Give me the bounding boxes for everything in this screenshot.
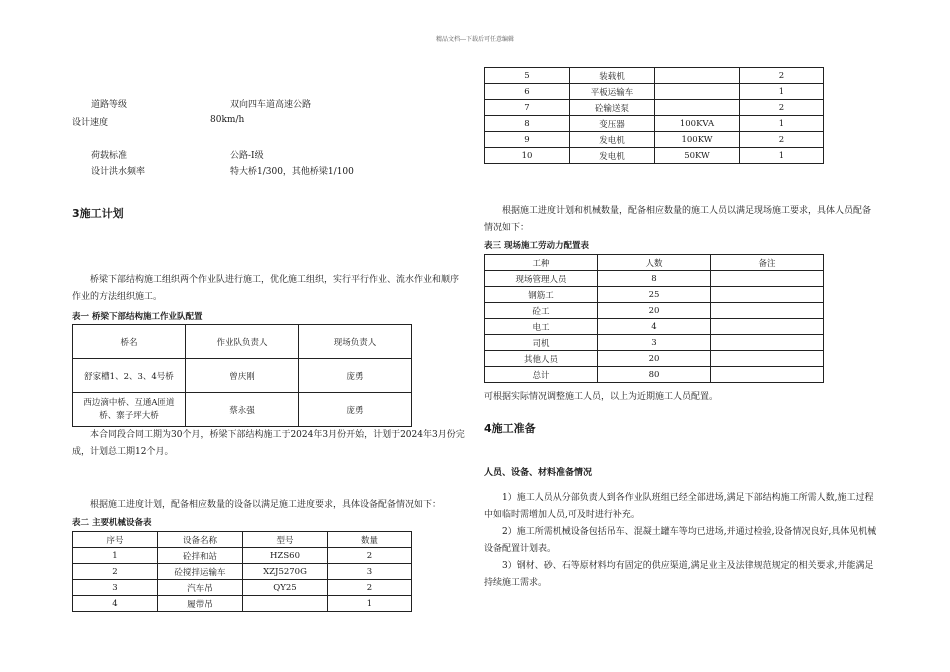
param-value-design-speed: 80km/h <box>210 115 245 125</box>
table-cell: 发电机 <box>570 132 655 148</box>
table-3-caption: 表三 现场施工劳动力配置表 <box>484 241 589 251</box>
table-cell: 履带吊 <box>158 596 243 612</box>
table-row <box>485 68 824 84</box>
table-cell: 砼搅拌运输车 <box>158 564 243 580</box>
table-2-equipment <box>72 531 412 612</box>
table-cell: 司机 <box>485 335 598 351</box>
table-header-cell: 型号 <box>243 532 328 548</box>
table-header-cell: 设备名称 <box>158 532 243 548</box>
staffing-note: 可根据实际情况调整施工人员，以上为近期施工人员配置。 <box>484 392 719 402</box>
table-cell: 1 <box>740 116 824 132</box>
table-cell <box>711 271 824 287</box>
table-cell <box>655 100 740 116</box>
table-cell <box>655 68 740 84</box>
prep-item-2: 2）施工所需机械设备包括吊车、混凝土罐车等均已进场,并通过检验,设备情况良好,具体见机械设备配置计划表。 <box>484 527 877 554</box>
table-1-teams <box>72 324 412 427</box>
table-cell <box>711 303 824 319</box>
table-cell: 现场管理人员 <box>485 271 598 287</box>
param-value-road-grade: 双向四车道高速公路 <box>230 100 312 110</box>
table-cell: 砼输送泵 <box>570 100 655 116</box>
table-cell: 总计 <box>485 367 598 383</box>
table-cell: 9 <box>485 132 570 148</box>
table-cell: HZS60 <box>243 548 328 564</box>
table-1-caption: 表一 桥梁下部结构施工作业队配置 <box>72 312 203 322</box>
table-row <box>485 303 824 319</box>
param-label-road-grade: 道路等级 <box>91 100 128 110</box>
prep-item-1: 1）施工人员从分部负责人到各作业队班组已经全部进场,满足下部结构施工所需人数,施工过程中如临时需增加人员,可及时进行补充。 <box>484 493 874 520</box>
table-cell <box>711 367 824 383</box>
table-row <box>485 367 824 383</box>
section-3-title: 3施工计划 <box>72 207 124 220</box>
table-cell: 7 <box>485 100 570 116</box>
table-cell: XZJ5270G <box>243 564 328 580</box>
table-cell: 1 <box>73 548 158 564</box>
param-label-flood: 设计洪水频率 <box>91 167 146 177</box>
table-cell: 100KVA <box>655 116 740 132</box>
table-cell: 50KW <box>655 148 740 164</box>
table-row <box>73 532 412 548</box>
table-cell: 其他人员 <box>485 351 598 367</box>
table-cell: 8 <box>485 116 570 132</box>
table-cell: 砼工 <box>485 303 598 319</box>
table-row <box>485 287 824 303</box>
table-cell: 钢筋工 <box>485 287 598 303</box>
table-cell: 2 <box>740 132 824 148</box>
table-cell: 1 <box>328 596 412 612</box>
param-value-flood: 特大桥1/300，其他桥梁1/100 <box>230 167 354 177</box>
param-label-load: 荷载标准 <box>91 151 128 161</box>
table-cell: 庞勇 <box>299 393 412 427</box>
table-cell: 1 <box>740 148 824 164</box>
table-cell: 电工 <box>485 319 598 335</box>
section-3-paragraph-3: 根据施工进度计划，配备相应数量的设备以满足施工进度要求，具体设备配备情况如下： <box>90 500 442 510</box>
table-row <box>73 359 412 393</box>
table-header-cell: 人数 <box>598 255 711 271</box>
table-cell: 发电机 <box>570 148 655 164</box>
table-cell: 25 <box>598 287 711 303</box>
table-cell: 2 <box>740 68 824 84</box>
table-header-cell: 桥名 <box>73 325 186 359</box>
table-row <box>485 132 824 148</box>
table-header-cell: 数量 <box>328 532 412 548</box>
table-2-caption: 表二 主要机械设备表 <box>72 518 152 528</box>
table-cell <box>711 287 824 303</box>
table-row <box>485 148 824 164</box>
section-3-paragraph-1: 桥梁下部结构施工组织两个作业队进行施工，优化施工组织，实行平行作业、流水作业和顺序作业的方法组织施工。 <box>72 275 460 302</box>
subsection-title: 人员、设备、材料准备情况 <box>484 468 593 478</box>
table-cell: 变压器 <box>570 116 655 132</box>
table-cell: 3 <box>598 335 711 351</box>
table-cell <box>711 335 824 351</box>
table-cell: 20 <box>598 303 711 319</box>
table-cell <box>655 84 740 100</box>
table-cell: 3 <box>328 564 412 580</box>
table-cell: 4 <box>598 319 711 335</box>
table-row <box>485 351 824 367</box>
table-cell: 1 <box>740 84 824 100</box>
table-cell: 20 <box>598 351 711 367</box>
table-row <box>73 393 412 427</box>
param-value-load: 公路-Ⅰ级 <box>230 151 264 161</box>
param-label-design-speed: 设计速度 <box>72 118 109 128</box>
table-cell: 4 <box>73 596 158 612</box>
table-cell: 10 <box>485 148 570 164</box>
table-cell: 100KW <box>655 132 740 148</box>
table-cell: QY25 <box>243 580 328 596</box>
table-cell: 平板运输车 <box>570 84 655 100</box>
table-cell: 2 <box>328 548 412 564</box>
table-cell: 3 <box>73 580 158 596</box>
table-cell: 2 <box>740 100 824 116</box>
table-cell: 6 <box>485 84 570 100</box>
table-cell: 2 <box>73 564 158 580</box>
table-row <box>73 580 412 596</box>
table-cell: 8 <box>598 271 711 287</box>
table-cell: 西边滴中桥、互通A匝道桥、寨子坪大桥 <box>73 393 186 427</box>
table-cell: 装载机 <box>570 68 655 84</box>
table-header-cell: 作业队负责人 <box>186 325 299 359</box>
table-row <box>485 271 824 287</box>
table-cell: 庞勇 <box>299 359 412 393</box>
table-cell: 砼拌和站 <box>158 548 243 564</box>
table-header-cell: 序号 <box>73 532 158 548</box>
table-cell: 汽车吊 <box>158 580 243 596</box>
section-3-paragraph-2: 本合同段合同工期为30个月，桥梁下部结构施工于2024年3月份开始，计划于2024年3月份完成，计划总工期12个月。 <box>72 430 465 457</box>
table-row <box>73 564 412 580</box>
table-2-equipment-continued <box>484 67 824 164</box>
table-header-cell: 备注 <box>711 255 824 271</box>
table-header-cell: 现场负责人 <box>299 325 412 359</box>
table-cell: 2 <box>328 580 412 596</box>
table-row <box>485 319 824 335</box>
table-row <box>485 100 824 116</box>
table-cell: 舒家槽1、2、3、4号桥 <box>73 359 186 393</box>
page-header: 精品文档---下载后可任意编辑 <box>435 36 515 43</box>
section-4-title: 4施工准备 <box>484 422 536 435</box>
table-row <box>73 325 412 359</box>
table-cell: 蔡永强 <box>186 393 299 427</box>
table-cell: 曾庆刚 <box>186 359 299 393</box>
table-3-labor <box>484 254 824 383</box>
table-row <box>73 548 412 564</box>
table-row <box>485 255 824 271</box>
table-row <box>73 596 412 612</box>
table-cell <box>243 596 328 612</box>
table-header-cell: 工种 <box>485 255 598 271</box>
table-row <box>485 335 824 351</box>
table-cell: 5 <box>485 68 570 84</box>
right-paragraph-staffing: 根据施工进度计划和机械数量，配备相应数量的施工人员以满足现场施工要求，具体人员配备情况如下： <box>484 206 872 233</box>
table-cell <box>711 351 824 367</box>
table-row <box>485 84 824 100</box>
table-row <box>485 116 824 132</box>
prep-item-3: 3）钢材、砂、石等原材料均有固定的供应渠道,满足业主及法律规范规定的相关要求,并能满足持续施工需求。 <box>484 561 874 588</box>
table-cell: 80 <box>598 367 711 383</box>
table-cell <box>711 319 824 335</box>
